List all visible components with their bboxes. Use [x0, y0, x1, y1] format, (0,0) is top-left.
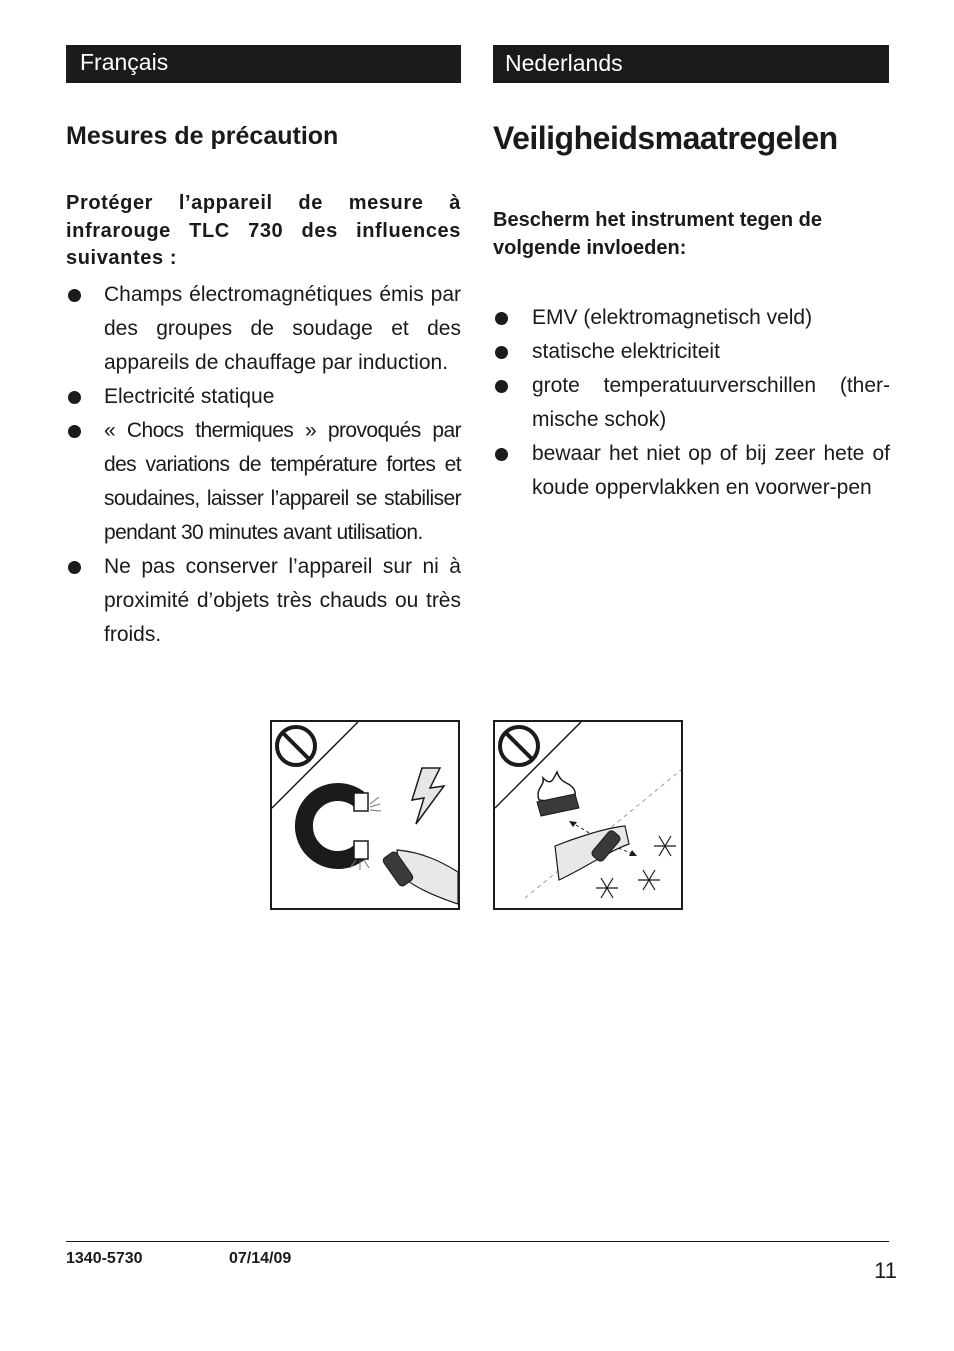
illustration-magnetic-field [270, 720, 460, 910]
list-item [66, 380, 461, 414]
no-hot-cold-icon [495, 722, 681, 908]
bullet-icon [68, 561, 81, 574]
precaution-list-french [66, 278, 461, 652]
section-heading-dutch: Veiligheidsmaatregelen [493, 120, 838, 156]
language-label-dutch: Nederlands [505, 50, 623, 76]
list-item-text: grote temperatuurverschillen (ther-mische schok) [532, 374, 890, 431]
list-item [493, 335, 890, 369]
bullet-icon [495, 448, 508, 461]
list-item-text: statische elektriciteit [532, 340, 720, 363]
list-item-text: Champs électromagnétiques émis par des groupes de soudage et des appareils de chauffage par induction. [104, 283, 461, 374]
bullet-icon [68, 289, 81, 302]
page-number: 11 [874, 1258, 897, 1283]
bullet-icon [68, 425, 81, 438]
precaution-list-dutch [493, 301, 890, 505]
intro-dutch: Bescherm het instrument tegen de volgende invloeden: [493, 209, 822, 259]
no-magnet-lightning-icon [272, 722, 458, 908]
bullet-icon [495, 346, 508, 359]
language-label-french: Français [80, 49, 169, 75]
footer-divider [66, 1241, 889, 1242]
list-item [66, 278, 461, 380]
section-heading-french: Mesures de précaution [66, 122, 339, 150]
list-item-text: bewaar het niet op of bij zeer hete of koude oppervlakken en voorwer-pen [532, 442, 890, 499]
bullet-icon [495, 312, 508, 325]
list-item [493, 369, 890, 437]
document-number: 1340-5730 [66, 1250, 143, 1267]
bullet-icon [495, 380, 508, 393]
language-bar-dutch [493, 45, 889, 83]
bullet-icon [68, 391, 81, 404]
list-item [66, 550, 461, 652]
list-item [493, 301, 890, 335]
list-item-text: Electricité statique [104, 385, 275, 408]
list-item-text: EMV (elektromagnetisch veld) [532, 306, 813, 329]
list-item-text: Ne pas conserver l’appareil sur ni à proximité d’objets très chauds ou très froids. [104, 555, 461, 646]
list-item [66, 414, 461, 550]
document-date: 07/14/09 [229, 1250, 292, 1267]
intro-french: Protéger l’appareil de mesure à infrarouge TLC 730 des influences suivantes : [66, 192, 461, 269]
list-item-text: « Chocs thermiques » provoqués par des variations de température fortes et soudaines, laisser l’appareil se stabiliser pendant 30 minutes avant utilisation. [104, 419, 461, 544]
language-bar-french [66, 45, 461, 83]
list-item [493, 437, 890, 505]
illustration-hot-cold [493, 720, 683, 910]
